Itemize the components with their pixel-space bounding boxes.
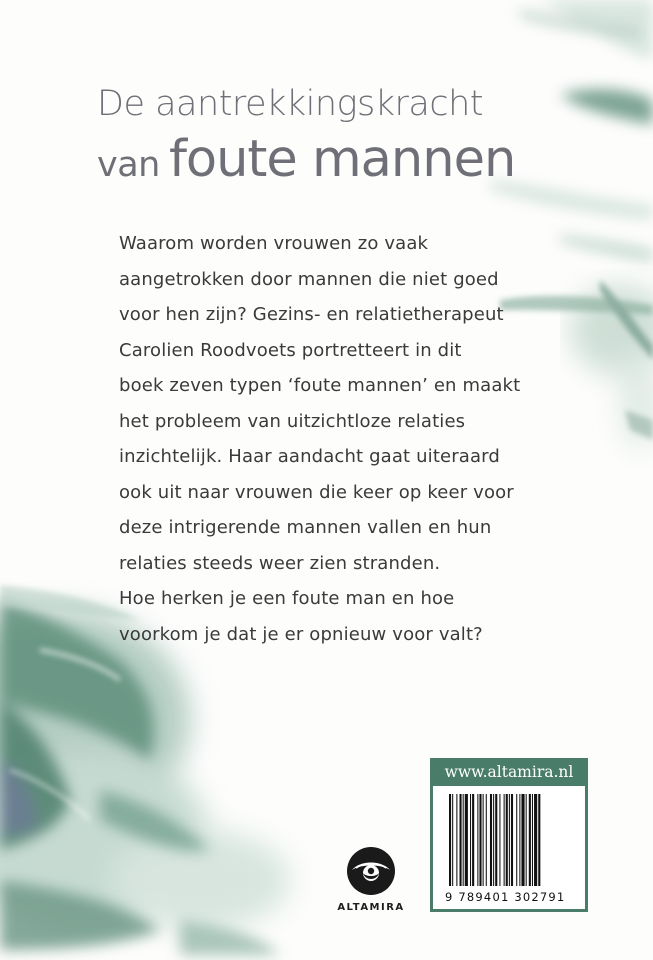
blurb-line: Carolien Roodvoets portretteert in dit bbox=[119, 339, 462, 361]
barcode-bar bbox=[538, 794, 540, 886]
publisher-name: ALTAMIRA bbox=[337, 902, 405, 913]
blurb-line: ook uit naar vrouwen die keer op keer voor bbox=[119, 481, 514, 503]
barcode-bar bbox=[495, 794, 497, 886]
book-blurb bbox=[119, 226, 539, 652]
barcode-bar bbox=[449, 794, 451, 886]
isbn-barcode bbox=[448, 794, 576, 890]
isbn-number: 9 789401 302791 bbox=[445, 890, 566, 904]
blurb-line: aangetrokken door mannen die niet goed bbox=[119, 268, 499, 290]
barcode-bar bbox=[532, 794, 533, 886]
barcode-bar bbox=[483, 794, 484, 886]
barcode-bar bbox=[465, 794, 468, 886]
eye-circle-logo-icon bbox=[346, 846, 396, 896]
barcode-bar bbox=[456, 794, 457, 886]
book-title-line-2 bbox=[97, 130, 515, 189]
blurb-line: deze intrigerende mannen vallen en hun bbox=[119, 517, 492, 538]
barcode-bar bbox=[534, 794, 537, 886]
book-title-prefix: van bbox=[97, 145, 160, 185]
blurb-line: voor hen zijn? Gezins- en relatietherapeut bbox=[119, 304, 504, 325]
barcode-bar bbox=[452, 794, 453, 886]
barcode-bar bbox=[519, 794, 520, 886]
blurb-line: inzichtelijk. Haar aandacht gaat uiteraard bbox=[119, 446, 500, 467]
barcode-bar bbox=[521, 794, 524, 886]
barcode-bar bbox=[486, 794, 487, 886]
barcode-bar bbox=[463, 794, 464, 886]
blurb-line: boek zeven typen ‘foute mannen’ en maakt bbox=[119, 375, 521, 396]
barcode-bar bbox=[493, 794, 494, 886]
barcode-bar bbox=[472, 794, 474, 886]
barcode-bar bbox=[526, 794, 527, 886]
blurb-line: het probleem van uitzichtloze relaties bbox=[119, 410, 466, 432]
barcode-bar bbox=[477, 794, 478, 886]
barcode-bar bbox=[479, 794, 481, 886]
publisher-url: www.altamira.nl bbox=[430, 758, 588, 786]
barcode-bar bbox=[504, 794, 505, 886]
barcode-bar bbox=[529, 794, 531, 886]
barcode-bar bbox=[470, 794, 471, 886]
blurb-line: Hoe herken je een foute man en hoe bbox=[119, 588, 455, 609]
barcode-bar bbox=[490, 794, 492, 886]
blurb-line: voorkom je dat je er opnieuw voor valt? bbox=[119, 623, 483, 645]
barcode-bar bbox=[460, 794, 462, 886]
barcode-bar bbox=[516, 794, 517, 886]
barcode-bar bbox=[511, 794, 513, 886]
barcode-bar bbox=[509, 794, 510, 886]
blurb-line: Waarom worden vrouwen zo vaak bbox=[119, 233, 429, 254]
book-title-main: foute mannen bbox=[168, 130, 516, 189]
barcode-bar bbox=[499, 794, 500, 886]
blurb-line: relaties steeds weer zien stranden. bbox=[119, 552, 441, 574]
barcode-bar bbox=[506, 794, 508, 886]
book-title-line-1: De aantrekkingskracht bbox=[97, 84, 484, 124]
